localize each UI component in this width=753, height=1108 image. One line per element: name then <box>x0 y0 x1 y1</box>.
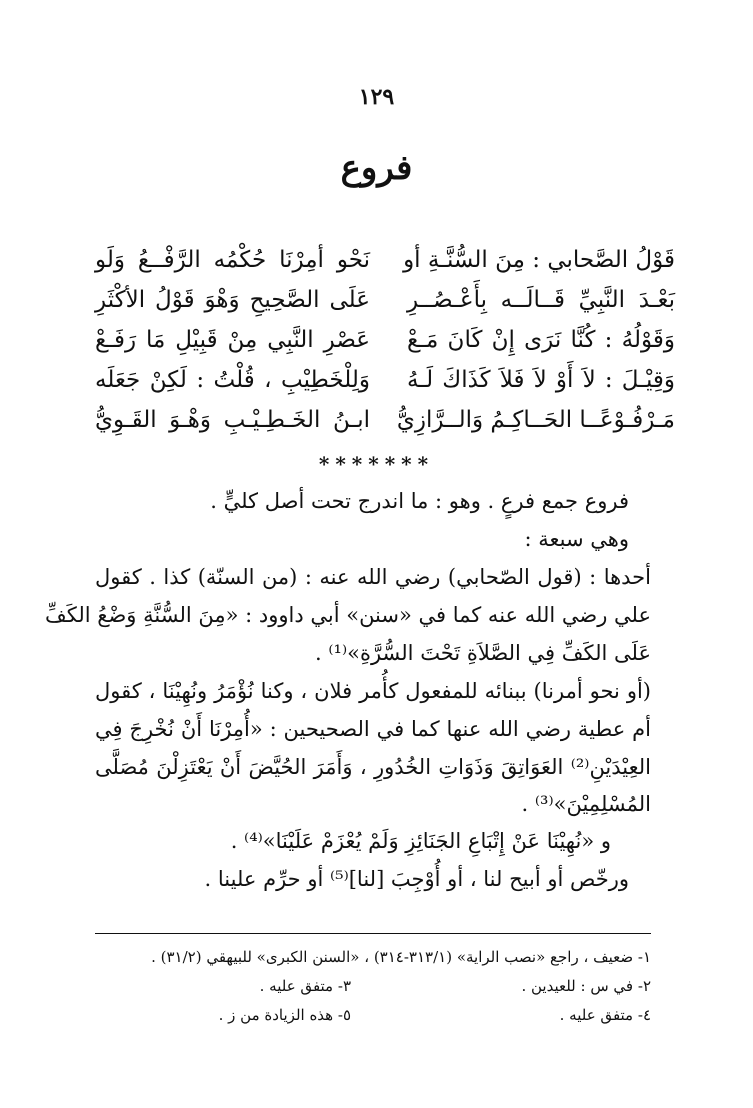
chapter-title: فروع <box>340 148 413 188</box>
section-separator: ******* <box>318 452 435 476</box>
footnote: ١- ضعيف ، راجع «نصب الراية» (٣١٣/١-٣١٤) ، «السنن الكبرى» للبيهقي (٣١/٢) . <box>151 948 651 966</box>
footnote-row <box>95 1001 651 1030</box>
text-line: (أو نحو أمرنا) ببنائه للمفعول كأُمر فلان ، وكنا نُؤْمَرُ ونُهِيْنَا ، كقول <box>95 679 651 703</box>
text-line: أحدها : (قول الصّحابي) رضي الله عنه : (من السنّة) كذا . كقول <box>95 565 651 589</box>
commentary-text <box>45 482 651 898</box>
verse <box>95 360 675 400</box>
verse <box>95 320 675 360</box>
text-line: وهي سبعة : <box>524 527 629 551</box>
verse <box>95 400 675 440</box>
verse-second-hemistich: وَلِلْخَطِيْبِ ، قُلْتُ : لَكِنْ جَعَلَه <box>95 367 370 393</box>
verse-second-hemistich: عَصْرِ النَّبِي مِنْ قَبِيْلِ مَا رَفَـعْ <box>95 327 370 353</box>
verse-first-hemistich: وَقِيْـلَ : لاَ أَوْ لاَ فَلاَ كَذَاكَ لَـهُ <box>407 367 675 393</box>
footnote: ٤- متفق عليه . <box>559 1006 651 1024</box>
footnote-row <box>95 972 651 1001</box>
text-line: فروع جمع فرعٍ . وهو : ما اندرج تحت أصل كليٍّ . <box>210 489 629 513</box>
footnote: ٣- متفق عليه . <box>259 977 351 995</box>
text-line: أم عطية رضي الله عنها كما في الصحيحين : «أُمِرْنَا أَنْ نُخْرِجَ فِي <box>95 717 651 741</box>
text-line: العِيْدَيْنِ⁽²⁾ العَوَاتِقَ وَذَوَاتِ الخُدُورِ ، وَأَمَرَ الحُيَّضَ أَنْ يَعْتَزِلْنَ مُصَلَّى <box>95 755 651 779</box>
footnote: ٢- في س : للعيدين . <box>521 977 651 995</box>
verse-first-hemistich: بَعْـدَ النَّبِيِّ قَــالَــه بِأَعْـصُــرِ <box>407 287 675 313</box>
poem <box>95 240 675 440</box>
footnote: ٥- هذه الزيادة من ز . <box>218 1006 351 1024</box>
verse-second-hemistich: نَحْو أمِرْنَا حُكْمُه الرَّفْــعُ وَلَو <box>95 247 370 273</box>
verse-first-hemistich: قَوْلُ الصَّحابي : مِنَ السُّنَّـةِ أو <box>403 247 675 273</box>
verse-first-hemistich: وَقَوْلُهُ : كُنَّا نَرَى إِنْ كَانَ مَـعْ <box>407 327 675 353</box>
text-line: و «نُهِيْنَا عَنْ إِتْبَاعِ الجَنَائِزِ وَلَمْ يُعْزَمْ عَلَيْنَا»⁽⁴⁾ . <box>230 829 611 853</box>
footnote-divider <box>95 933 651 934</box>
text-line: ورخّص أو أبيح لنا ، أو أُوْجِبَ [لنا]⁽⁵⁾ أو حرِّم علينا . <box>204 867 629 891</box>
verse <box>95 280 675 320</box>
verse-first-hemistich: مَـرْفُـوْعًــا الحَــاكِـمُ وَالــرَّازِيُّ <box>396 407 675 433</box>
footnotes <box>95 943 651 1030</box>
text-line: عَلَى الكَفِّ فِي الصَّلاَةِ تَحْتَ السُّرَّةِ»⁽¹⁾ . <box>315 641 651 665</box>
verse <box>95 240 675 280</box>
text-line: المُسْلِمِيْنَ»⁽³⁾ . <box>521 792 651 816</box>
verse-second-hemistich: ابـنُ الخَـطِـيْـبِ وَهْـوَ القَـوِيُّ <box>95 407 370 433</box>
footnote-row <box>95 943 651 972</box>
page-number: ١٢٩ <box>358 84 395 110</box>
verse-second-hemistich: عَلَى الصَّحِيحِ وَهْوَ قَوْلُ الأكْثَرِ <box>95 287 370 313</box>
text-line: علي رضي الله عنه كما في «سنن» أبي داوود : «مِنَ السُّنَّةِ وَضْعُ الكَفِّ <box>45 603 651 627</box>
